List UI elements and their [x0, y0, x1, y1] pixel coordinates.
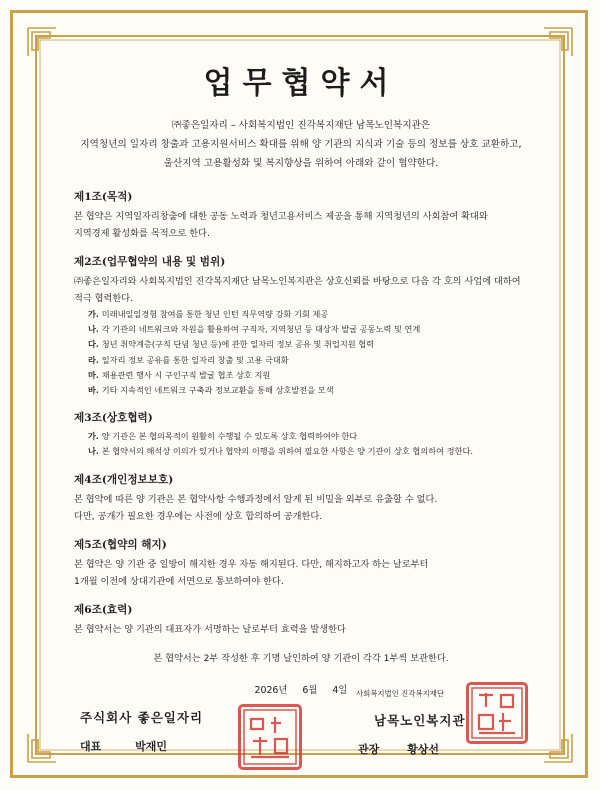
signatory-parent-org: 사회복지법인 진각복지재단	[356, 689, 445, 698]
closing-statement: 본 협약서는 2부 작성한 후 기명 날인하여 양 기관이 각각 1부씩 보관한다.	[153, 652, 449, 664]
article-item	[88, 322, 544, 337]
signatory-person: 대표 박재민	[80, 740, 167, 753]
intro-line: 지역청년의 일자리 창출과 고용지원서비스 확대를 위해 양 기관의 지식과 기술 등의 정보를 상호 교환하고,	[80, 139, 522, 150]
article-paragraph: 본 협약은 양 기관 중 일방이 해지한 경우 자동 해지된다. 다만, 해지하고자 하는 날로부터	[74, 558, 429, 570]
article-paragraph: 지역경제 활성화를 목적으로 한다.	[74, 228, 210, 239]
signatory-person: 관장 황상선	[358, 743, 439, 756]
article-title: 제1조(목적)	[74, 191, 133, 203]
article-1	[58, 189, 544, 242]
article-6	[58, 602, 544, 638]
article-2	[58, 254, 544, 398]
item-text: 양 기관은 본 협의목적이 원활히 수행될 수 있도록 상호 협력하여야 한다	[101, 431, 358, 442]
article-5	[58, 537, 544, 590]
item-text: 채용관련 행사 시 구인구직 발굴 협조 상호 지원	[101, 369, 271, 380]
signature-area	[0, 668, 600, 778]
intro-line: 울산지역 고용활성화 및 복지향상을 위하여 아래와 같이 협약한다.	[163, 158, 439, 169]
article-item	[88, 444, 544, 459]
item-text: 기타 지속적인 네트워크 구축과 정보교환을 통해 상호발전을 모색	[101, 385, 334, 396]
item-marker: 가.	[88, 309, 99, 319]
signatory-left	[80, 708, 250, 754]
item-text: 각 기관의 네트워크와 자원을 활용하여 구직자, 지역청년 등 대상자 발굴 공동노력 및 연계	[101, 324, 421, 335]
intro-block	[58, 116, 544, 173]
article-item	[88, 368, 544, 383]
article-3	[58, 410, 544, 459]
item-text: 일자리 정보 공유를 통한 일자리 창출 및 고용 극대화	[101, 354, 289, 365]
institution-seal-stamp	[466, 682, 528, 744]
article-paragraph: 다만, 공개가 필요한 경우에는 사전에 상호 합의하여 공개한다.	[74, 510, 323, 522]
item-marker: 마.	[88, 369, 99, 380]
document-title: 업무협약서	[203, 66, 399, 101]
item-text: 청년 취약계층(구직 단념 청년 등)에 관한 일자리 정보 공유 및 취업지원 협력	[101, 339, 375, 350]
item-text: 본 협약서의 해석상 이의가 있거나 협약의 이행을 위하여 필요한 사항은 양 기관이 상호 협의하여 정한다.	[101, 446, 473, 457]
seal-graphic	[469, 685, 525, 741]
article-paragraph: 1개월 이전에 상대기관에 서면으로 통보하여야 한다.	[74, 575, 284, 587]
article-item	[88, 429, 544, 444]
item-marker: 라.	[88, 354, 99, 365]
item-text: 미래내일일경험 참여를 통한 청년 인턴 직무역량 강화 기회 제공	[101, 309, 329, 319]
article-item	[88, 353, 544, 368]
item-marker: 가.	[88, 431, 99, 442]
article-item	[88, 307, 544, 322]
signing-date: 2026년 6월 4일	[254, 684, 348, 696]
article-item	[88, 337, 544, 352]
article-title: 제3조(상호협력)	[74, 412, 153, 425]
article-paragraph: 본 협약에 따른 양 기관은 본 협약사항 수행과정에서 알게 된 비밀을 외부로 유출할 수 없다.	[74, 493, 438, 505]
item-marker: 바.	[88, 385, 99, 396]
article-item	[88, 383, 544, 398]
article-paragraph: 본 협약서는 양 기관의 대표자가 서명하는 날로부터 효력을 발생한다	[74, 623, 346, 635]
article-title: 제2조(업무협약의 내용 및 범위)	[74, 256, 226, 268]
item-marker: 나.	[88, 324, 99, 335]
article-title: 제6조(효력)	[74, 603, 133, 616]
seal-graphic	[241, 707, 299, 767]
intro-line: ㈜좋은일자리 – 사회복지법인 진각복지재단 남목노인복지관은	[171, 120, 431, 131]
signatory-org: 주식회사 좋은일자리	[80, 710, 204, 725]
article-title: 제4조(개인정보보호)	[74, 473, 174, 486]
item-marker: 나.	[88, 446, 99, 457]
article-paragraph: 본 협약은 지역일자리창출에 대한 공동 노력과 청년고용서비스 제공을 통해 지역청년의 사회참여 확대와	[74, 211, 488, 222]
agreement-document	[58, 40, 544, 704]
company-seal-stamp	[238, 704, 302, 770]
article-title: 제5조(협약의 해지)	[74, 538, 167, 551]
article-4	[58, 472, 544, 525]
item-marker: 다.	[88, 339, 99, 350]
article-paragraph: ㈜좋은일자리와 사회복지법인 진각복지재단 남목노인복지관은 상호신뢰를 바탕으로 다음 각 호의 사업에 대하여	[74, 276, 521, 287]
signatory-org: 남목노인복지관	[374, 713, 466, 728]
article-paragraph: 적극 협력한다.	[74, 293, 134, 304]
